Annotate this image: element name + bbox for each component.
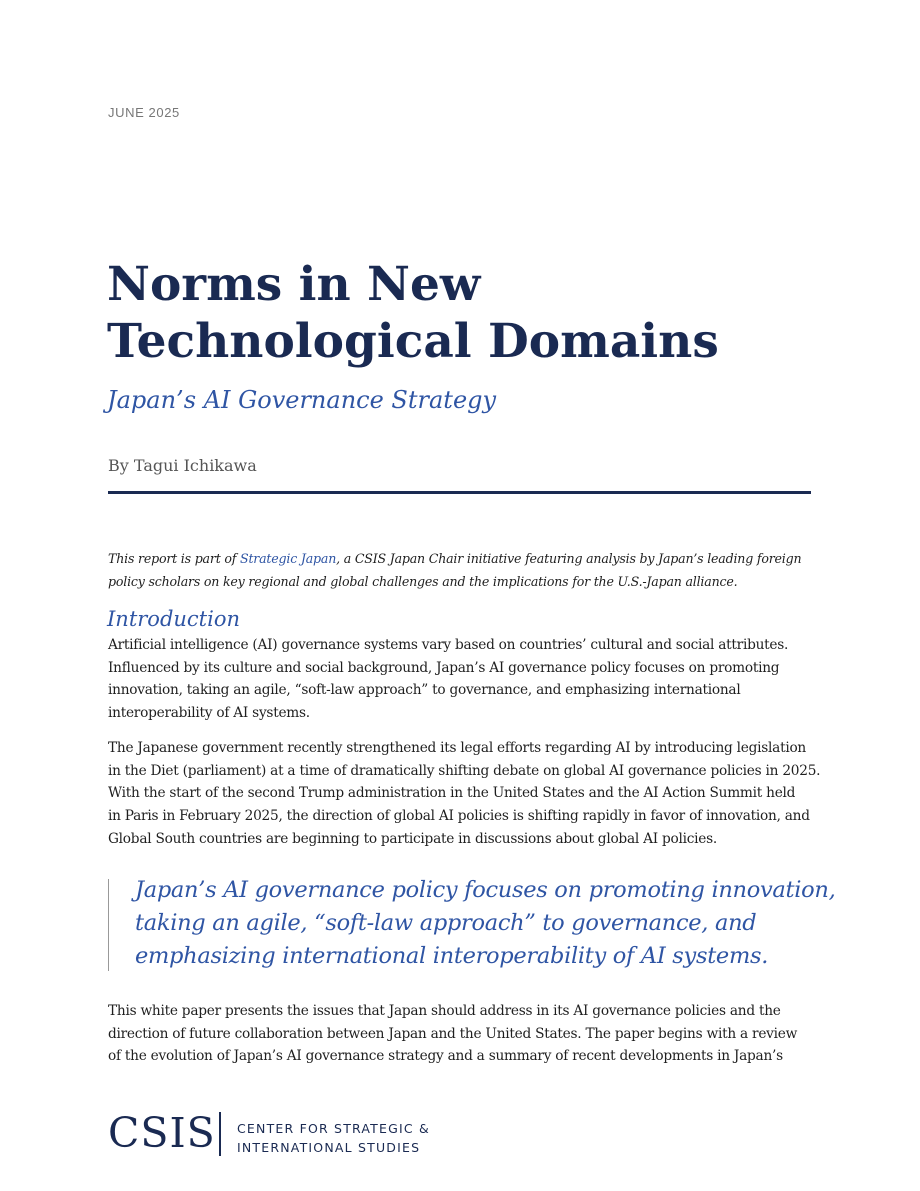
organization-name (237, 1119, 430, 1157)
intro-paragraph-3 (108, 1000, 814, 1068)
organization-name-line-1: CENTER FOR STRATEGIC & (237, 1121, 430, 1136)
paragraph-line: Global South countries are beginning to participate in discussions about global AI policies. (108, 830, 718, 847)
page-title (107, 256, 827, 370)
series-note (108, 547, 811, 593)
pullquote-line: taking an agile, “soft-law approach” to governance, and (135, 910, 757, 936)
csis-logo: CSIS (108, 1109, 216, 1157)
page-subtitle: Japan’s AI Governance Strategy (107, 386, 497, 414)
paragraph-line: With the start of the second Trump administration in the United States and the AI Action Summit held (108, 785, 796, 802)
title-line-2: Technological Domains (107, 314, 719, 369)
paragraph-line: in Paris in February 2025, the direction of global AI policies is shifting rapidly in favor of innovation, and (108, 808, 810, 825)
report-date: JUNE 2025 (108, 105, 180, 120)
footer-divider (219, 1112, 221, 1156)
pullquote-bar (108, 879, 109, 971)
pullquote-line: Japan’s AI governance policy focuses on promoting innovation, (135, 877, 836, 903)
introduction-heading: Introduction (107, 607, 240, 631)
organization-name-line-2: INTERNATIONAL STUDIES (237, 1140, 421, 1155)
series-note-prefix: This report is part of (108, 551, 241, 566)
pullquote-line: emphasizing international interoperability of AI systems. (135, 943, 769, 969)
intro-paragraph-1 (108, 634, 814, 725)
paragraph-line: Influenced by its culture and social background, Japan’s AI governance policy focuses on promoting (108, 659, 780, 676)
paragraph-line: This white paper presents the issues that Japan should address in its AI governance policies and the (108, 1003, 781, 1019)
paragraph-line: of the evolution of Japan’s AI governance strategy and a summary of recent developments in Japan’s (108, 1048, 783, 1065)
pullquote (135, 874, 836, 973)
title-divider (108, 491, 811, 494)
paragraph-line: Artificial intelligence (AI) governance systems vary based on countries’ cultural and social attributes. (108, 637, 789, 653)
paragraph-line: direction of future collaboration between Japan and the United States. The paper begins with a review (108, 1025, 798, 1042)
paragraph-line: innovation, taking an agile, “soft-law approach” to governance, and emphasizing international (108, 682, 741, 699)
series-note-suffix: , a CSIS Japan Chair initiative featuring analysis by Japan’s leading foreign policy scholars on key regional and global challenges and the implications for the U.S.-Japan alliance. (108, 551, 802, 589)
paragraph-line: in the Diet (parliament) at a time of dramatically shifting debate on global AI governance policies in 2025. (108, 762, 821, 779)
author-byline: By Tagui Ichikawa (108, 456, 257, 475)
paragraph-line: The Japanese government recently strengthened its legal efforts regarding AI by introducing legislation (108, 740, 806, 756)
paragraph-line: interoperability of AI systems. (108, 705, 310, 722)
title-line-1: Norms in New (107, 257, 481, 312)
intro-paragraph-2 (108, 737, 821, 851)
strategic-japan-link[interactable]: Strategic Japan (240, 551, 337, 566)
